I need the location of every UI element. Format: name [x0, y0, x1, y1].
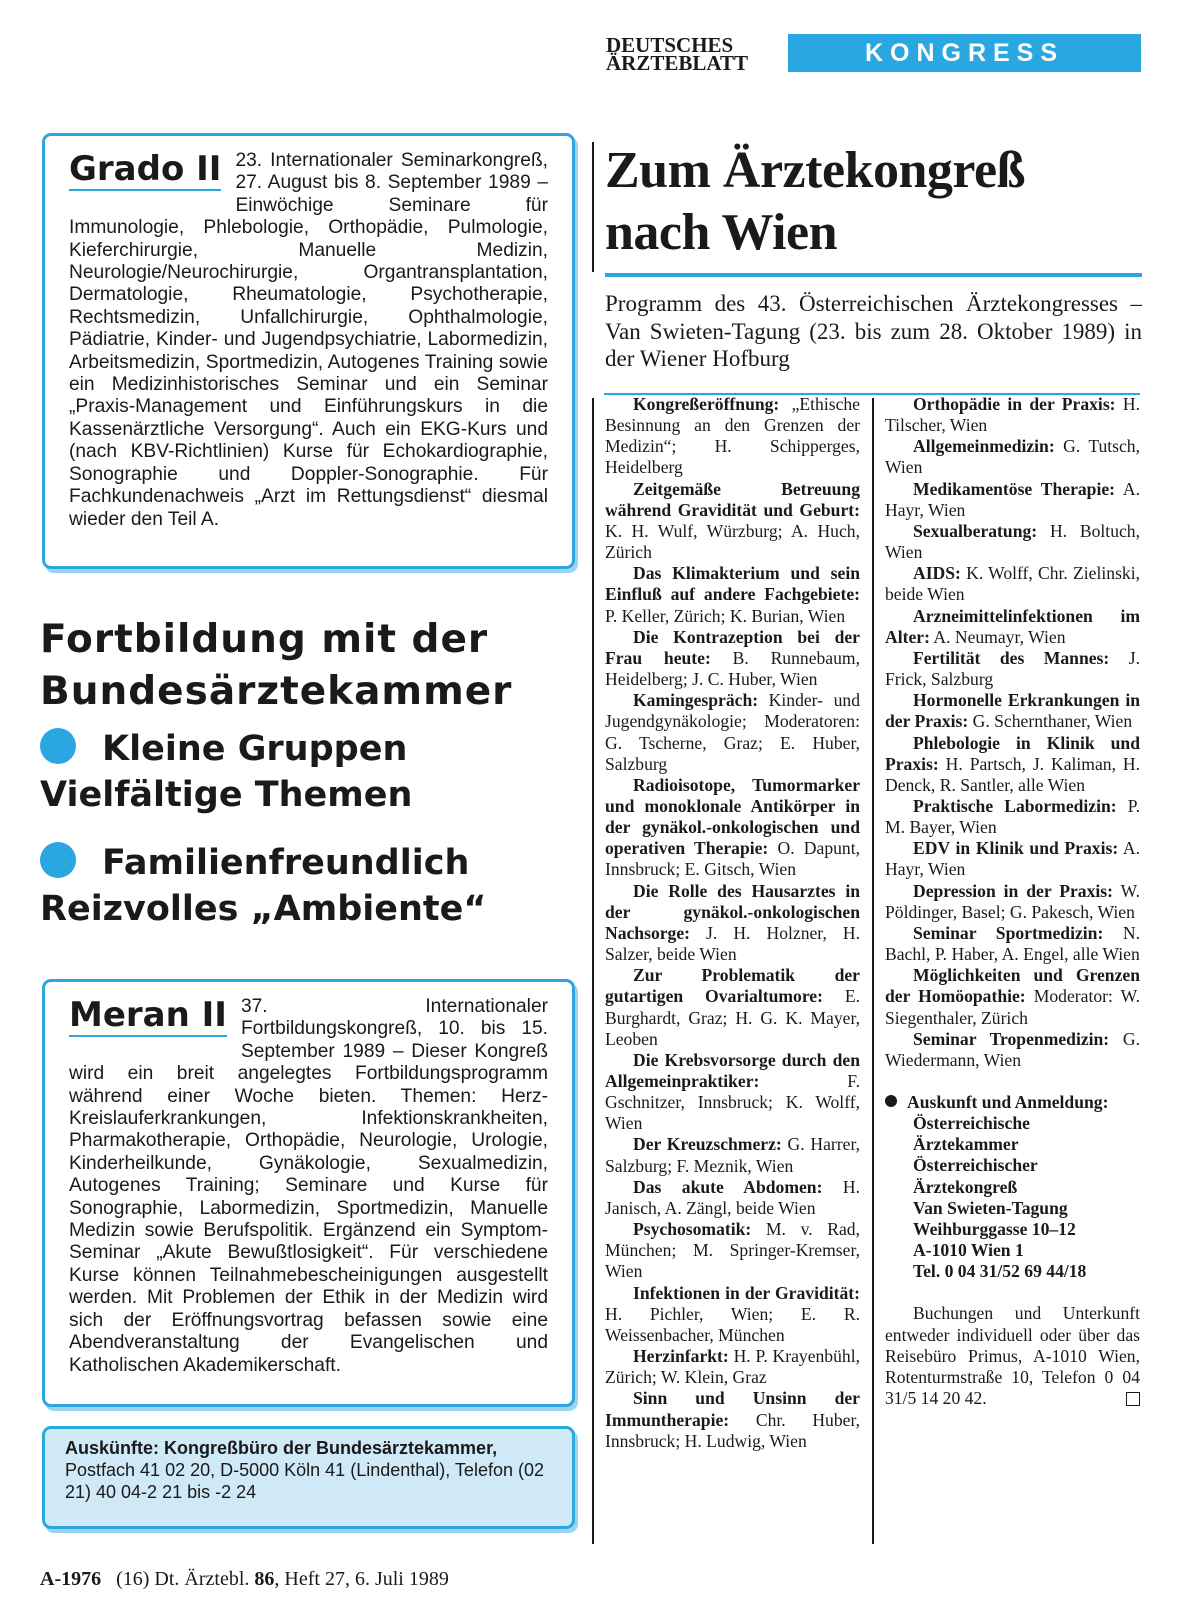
- program-entry: [605, 394, 860, 479]
- entry-topic: Die Rolle des Hausarztes in der gynäkol.-onkologischen Nachsorge:: [605, 880, 860, 943]
- contact-line: Tel. 0 04 31/52 69 44/18: [913, 1261, 1087, 1282]
- article-title-line1: Zum Ärztekongreß: [605, 142, 1026, 199]
- grado-body: [45, 136, 572, 541]
- program-entry: [885, 479, 1140, 521]
- entry-topic: EDV in Klinik und Praxis:: [913, 838, 1119, 859]
- entry-speakers: K. H. Wulf, Würzburg; A. Huch, Zürich: [605, 520, 860, 563]
- program-entry: [605, 479, 860, 564]
- grado-box: [42, 133, 575, 569]
- entry-speakers: J. H. Holzner, H. Salzer, beide Wien: [605, 922, 860, 965]
- column-divider-left: [592, 398, 594, 1544]
- grado-text: 23. Internationaler Seminarkongreß, 27. August bis 8. September 1989 – Einwöchige Seminare für Immunologie, Phlebologie, Orthopädie, Pulmologie, Kieferchirurgie, Manuelle Medizin, Neurologie/Neurochirurgie, Organtransplantation, Dermatologie, Rheumatologie, Psychotherapie, Rechtsmedizin, Unfallchirurgie, Ophthalmologie, Pädiatrie, Kinder- und Jugendpsychiatrie, Labormedizin, Arbeitsmedizin, Sportmedizin, Autogenes Training sowie ein Medizinhistorisches Seminar und ein Seminar „Praxis-Management und Einführungskurs in die Kassenärztliche Versorgung“. Auch ein EKG-Kurs und (nach KBV-Richtlinien) Kurse für Echokardiographie, Sonographie und Doppler-Sonographie. Für Fachkundenachweis „Arzt im Rettungsdienst“ diesmal wieder den Teil A.: [69, 150, 548, 530]
- entry-speakers: E. Burghardt, Graz; H. G. K. Mayer, Leoben: [605, 986, 861, 1049]
- entry-topic: Sinn und Unsinn der Immuntherapie:: [605, 1388, 860, 1430]
- entry-topic: Orthopädie in der Praxis:: [913, 394, 1116, 414]
- entry-topic: Arzneimittelinfektionen im Alter:: [885, 605, 1140, 647]
- entry-topic: Phlebologie in Klinik und Praxis:: [885, 732, 1140, 774]
- program-entry: [885, 563, 1140, 605]
- promo-item-2: [40, 840, 486, 932]
- program-entry: [885, 881, 1140, 923]
- program-entry: [885, 606, 1140, 648]
- entry-topic: Zeitgemäße Betreuung während Gravidität und Geburt:: [605, 478, 860, 520]
- contact-block: [885, 1092, 1140, 1282]
- program-entry: [605, 1346, 860, 1388]
- entry-speakers: Kinder- und Jugendgynäkologie; Moderatoren: G. Tscherne, Graz; E. Huber, Salzburg: [605, 690, 860, 774]
- entry-topic: Psychosomatik:: [633, 1219, 752, 1240]
- program-entry: [605, 1283, 860, 1346]
- program-entry: [605, 881, 860, 966]
- entry-speakers: G. Harrer, Salzburg; F. Meznik, Wien: [605, 1134, 860, 1176]
- info-text: Postfach 41 02 20, D-5000 Köln 41 (Lindenthal), Telefon (02 21) 40 04-2 21 bis -2 24: [65, 1460, 544, 1502]
- contact-line: Ärztekongreß: [913, 1176, 1018, 1197]
- entry-topic: Sexualberatung:: [913, 520, 1038, 541]
- bullet-dot-icon: [40, 842, 76, 878]
- promo-title: [40, 614, 512, 718]
- entry-topic: Allgemeinmedizin:: [913, 436, 1055, 457]
- entry-speakers: P. M. Bayer, Wien: [885, 795, 1140, 838]
- meran-body: [45, 982, 572, 1387]
- promo-item1-line1: Kleine Gruppen: [102, 729, 408, 769]
- program-entry: [605, 1388, 860, 1451]
- entry-speakers: H. Boltuch, Wien: [885, 520, 1140, 563]
- entry-topic: Das akute Abdomen:: [633, 1176, 823, 1197]
- contact-line: Österreichische: [913, 1113, 1030, 1134]
- contact-line: Österreichischer: [913, 1155, 1038, 1176]
- entry-topic: Kongreßeröffnung:: [633, 394, 780, 414]
- entry-speakers: W. Pöldinger, Basel; G. Pakesch, Wien: [885, 880, 1140, 922]
- program-entry: [605, 775, 860, 881]
- info-box: [42, 1426, 575, 1529]
- entry-speakers: B. Runnebaum, Heidelberg; J. C. Huber, Wien: [605, 647, 860, 690]
- entry-speakers: A. Neumayr, Wien: [929, 626, 1066, 647]
- program-entry: [605, 627, 860, 690]
- program-entry: [605, 1219, 860, 1282]
- meran-heading: Meran II: [69, 995, 227, 1035]
- program-entry: [885, 690, 1140, 732]
- entry-speakers: H. Pichler, Wien; E. R. Weissenbacher, München: [605, 1303, 860, 1345]
- entry-speakers: O. Dapunt, Innsbruck; E. Gitsch, Wien: [605, 838, 860, 880]
- contact-line: A-1010 Wien 1: [913, 1240, 1024, 1261]
- entry-topic: Zur Problematik der gutartigen Ovarialtumore:: [605, 965, 860, 1007]
- page-footer: [40, 1568, 449, 1591]
- entry-topic: Fertilität des Mannes:: [913, 647, 1110, 668]
- footer-page: A-1976: [40, 1568, 102, 1590]
- entry-topic: Möglichkeiten und Grenzen der Homöopathie:: [885, 965, 1140, 1007]
- promo-item1-line2: Vielfältige Themen: [40, 775, 413, 815]
- program-entry: [885, 923, 1140, 965]
- entry-speakers: F. Gschnitzer, Innsbruck; K. Wolff, Wien: [605, 1071, 860, 1134]
- program-entry: [885, 733, 1140, 796]
- promo-title-line1: Fortbildung mit der: [40, 617, 489, 662]
- entry-topic: Infektionen in der Gravidität:: [633, 1282, 860, 1303]
- article-intro: Programm des 43. Österreichischen Ärztekongresses – Van Swieten-Tagung (23. bis zum 28. Oktober 1989) in der Wiener Hofburg: [605, 291, 1142, 371]
- entry-topic: AIDS:: [913, 563, 961, 584]
- promo-title-line2: Bundesärztekammer: [40, 669, 513, 714]
- entry-speakers: N. Bachl, P. Haber, A. Engel, alle Wien: [885, 922, 1140, 965]
- entry-speakers: „Ethische Besinnung an den Grenzen der Medizin“; H. Schipperges, Heidelberg: [605, 394, 860, 478]
- grado-heading: Grado II: [69, 149, 222, 189]
- entry-topic: Das Klimakterium und sein Einfluß auf andere Fachgebiete:: [605, 563, 860, 605]
- entry-topic: Herzinfarkt:: [633, 1346, 729, 1367]
- article-title-line2: nach Wien: [605, 204, 837, 261]
- masthead-logo: [606, 33, 748, 75]
- end-mark-icon: [1126, 1392, 1140, 1406]
- program-entry: [885, 521, 1140, 563]
- entry-topic: Die Krebsvorsorge durch den Allgemeinpraktiker:: [605, 1049, 860, 1091]
- entry-speakers: Chr. Huber, Innsbruck; H. Ludwig, Wien: [605, 1409, 860, 1451]
- program-entry: [605, 1050, 860, 1135]
- program-entry: [605, 690, 860, 775]
- contact-line: Auskunft und Anmeldung:: [885, 1092, 1140, 1113]
- masthead-line2: ÄRZTEBLATT: [606, 51, 748, 75]
- bullet-dot-icon: [40, 728, 76, 764]
- program-entry: [605, 1177, 860, 1219]
- promo-item-1: [40, 726, 412, 818]
- column-divider-middle: [872, 398, 874, 1544]
- entry-topic: Depression in der Praxis:: [913, 880, 1113, 901]
- article-title: [605, 140, 1145, 264]
- entry-speakers: G. Schernthaner, Wien: [968, 711, 1133, 732]
- entry-topic: Radioisotope, Tumormarker und monoklonale Antikörper in der gynäkol.-onkologischen und operativen Therapie:: [605, 774, 860, 859]
- program-entry: [885, 648, 1140, 690]
- promo-item2-line2: Reizvolles „Ambiente“: [40, 889, 487, 929]
- entry-topic: Hormonelle Erkrankungen in der Praxis:: [885, 690, 1140, 732]
- entry-topic: Medikamentöse Therapie:: [913, 478, 1116, 499]
- program-entry: [885, 436, 1140, 478]
- title-divider: [592, 142, 594, 272]
- contact-line: Ärztekammer: [913, 1134, 1019, 1155]
- entry-speakers: G. Tutsch, Wien: [885, 436, 1140, 478]
- entry-speakers: Moderator: W. Siegenthaler, Zürich: [885, 986, 1141, 1028]
- program-entry: [885, 1029, 1140, 1071]
- program-entry: [605, 965, 860, 1050]
- entry-topic: Kamingespräch:: [633, 690, 759, 711]
- entry-speakers: A. Hayr, Wien: [885, 838, 1140, 880]
- contact-line: Van Swieten-Tagung: [913, 1197, 1068, 1218]
- entry-topic: Seminar Tropenmedizin:: [913, 1028, 1110, 1049]
- program-entry: [605, 563, 860, 626]
- promo-item2-line1: Familienfreundlich: [102, 843, 470, 883]
- title-rule: [605, 273, 1142, 277]
- entry-speakers: A. Hayr, Wien: [885, 478, 1140, 520]
- program-column-1: [605, 394, 860, 1452]
- program-entry: [885, 838, 1140, 880]
- entry-speakers: M. v. Rad, München; M. Springer-Kremser, Wien: [605, 1219, 860, 1282]
- program-entry: [885, 965, 1140, 1028]
- bullet-dot-icon: [885, 1095, 897, 1107]
- entry-topic: Seminar Sportmedizin:: [913, 922, 1104, 943]
- entry-speakers: H. Tilscher, Wien: [885, 394, 1140, 436]
- meran-box: [42, 979, 575, 1407]
- entry-speakers: H. P. Krayenbühl, Zürich; W. Klein, Graz: [605, 1346, 860, 1388]
- program-entry: [885, 394, 1140, 436]
- footer-citation: (16) Dt. Ärztebl. 86, Heft 27, 6. Juli 1989: [116, 1568, 449, 1590]
- entry-speakers: H. Janisch, A. Zängl, beide Wien: [605, 1176, 860, 1218]
- info-label: Auskünfte: Kongreßbüro der Bundesärztekammer,: [65, 1438, 498, 1458]
- masthead-line1: DEUTSCHES: [606, 33, 734, 57]
- entry-speakers: K. Wolff, Chr. Zielinski, beide Wien: [885, 563, 1140, 605]
- contact-line: Weihburggasse 10–12: [913, 1218, 1076, 1239]
- program-entry: [605, 1134, 860, 1176]
- entry-topic: Der Kreuzschmerz:: [633, 1134, 782, 1155]
- program-column-2: [885, 394, 1140, 1409]
- entry-speakers: J. Frick, Salzburg: [885, 647, 1140, 690]
- section-badge: KONGRESS AKTUELL: [788, 34, 1141, 72]
- booking-text: Buchungen und Unterkunft entweder individuell oder über das Reisebüro Primus, A-1010 Wien, Rotenturmstraße 10, Telefon 0 04 31/5 14 20 42.: [885, 1303, 1140, 1409]
- entry-speakers: G. Wiedermann, Wien: [885, 1028, 1140, 1070]
- entry-topic: Die Kontrazeption bei der Frau heute:: [605, 626, 860, 668]
- entry-speakers: P. Keller, Zürich; K. Burian, Wien: [605, 605, 846, 626]
- entry-topic: Praktische Labormedizin:: [913, 795, 1117, 816]
- meran-text: 37. Internationaler Fortbildungskongreß, 10. bis 15. September 1989 – Dieser Kongreß wird ein breit angelegtes Fortbildungsprogramm während einer Woche bieten. Themen: Herz-Kreislauferkrankungen, Infektionskrankheiten, Pharmakotherapie, Orthopädie, Neurologie, Urologie, Kinderheilkunde, Gynäkologie, Sexualmedizin, Autogenes Training; Seminare und Kurse für Sonographie, Labormedizin, Sportmedizin, Manuelle Medizin sowie Berufspolitik. Ergänzend ein Symptom-Seminar „Akute Bewußtlosigkeit“. Für verschiedene Kurse können Teilnahmebescheinigungen ausgestellt werden. Mit Problemen der Ethik in der Medizin wird sich der Eröffnungsvortrag befassen sowie eine Abendveranstaltung der Evangelischen und Katholischen Akademikerschaft.: [69, 996, 548, 1376]
- program-entry: [885, 796, 1140, 838]
- entry-speakers: H. Partsch, J. Kaliman, H. Denck, R. Santler, alle Wien: [885, 753, 1140, 795]
